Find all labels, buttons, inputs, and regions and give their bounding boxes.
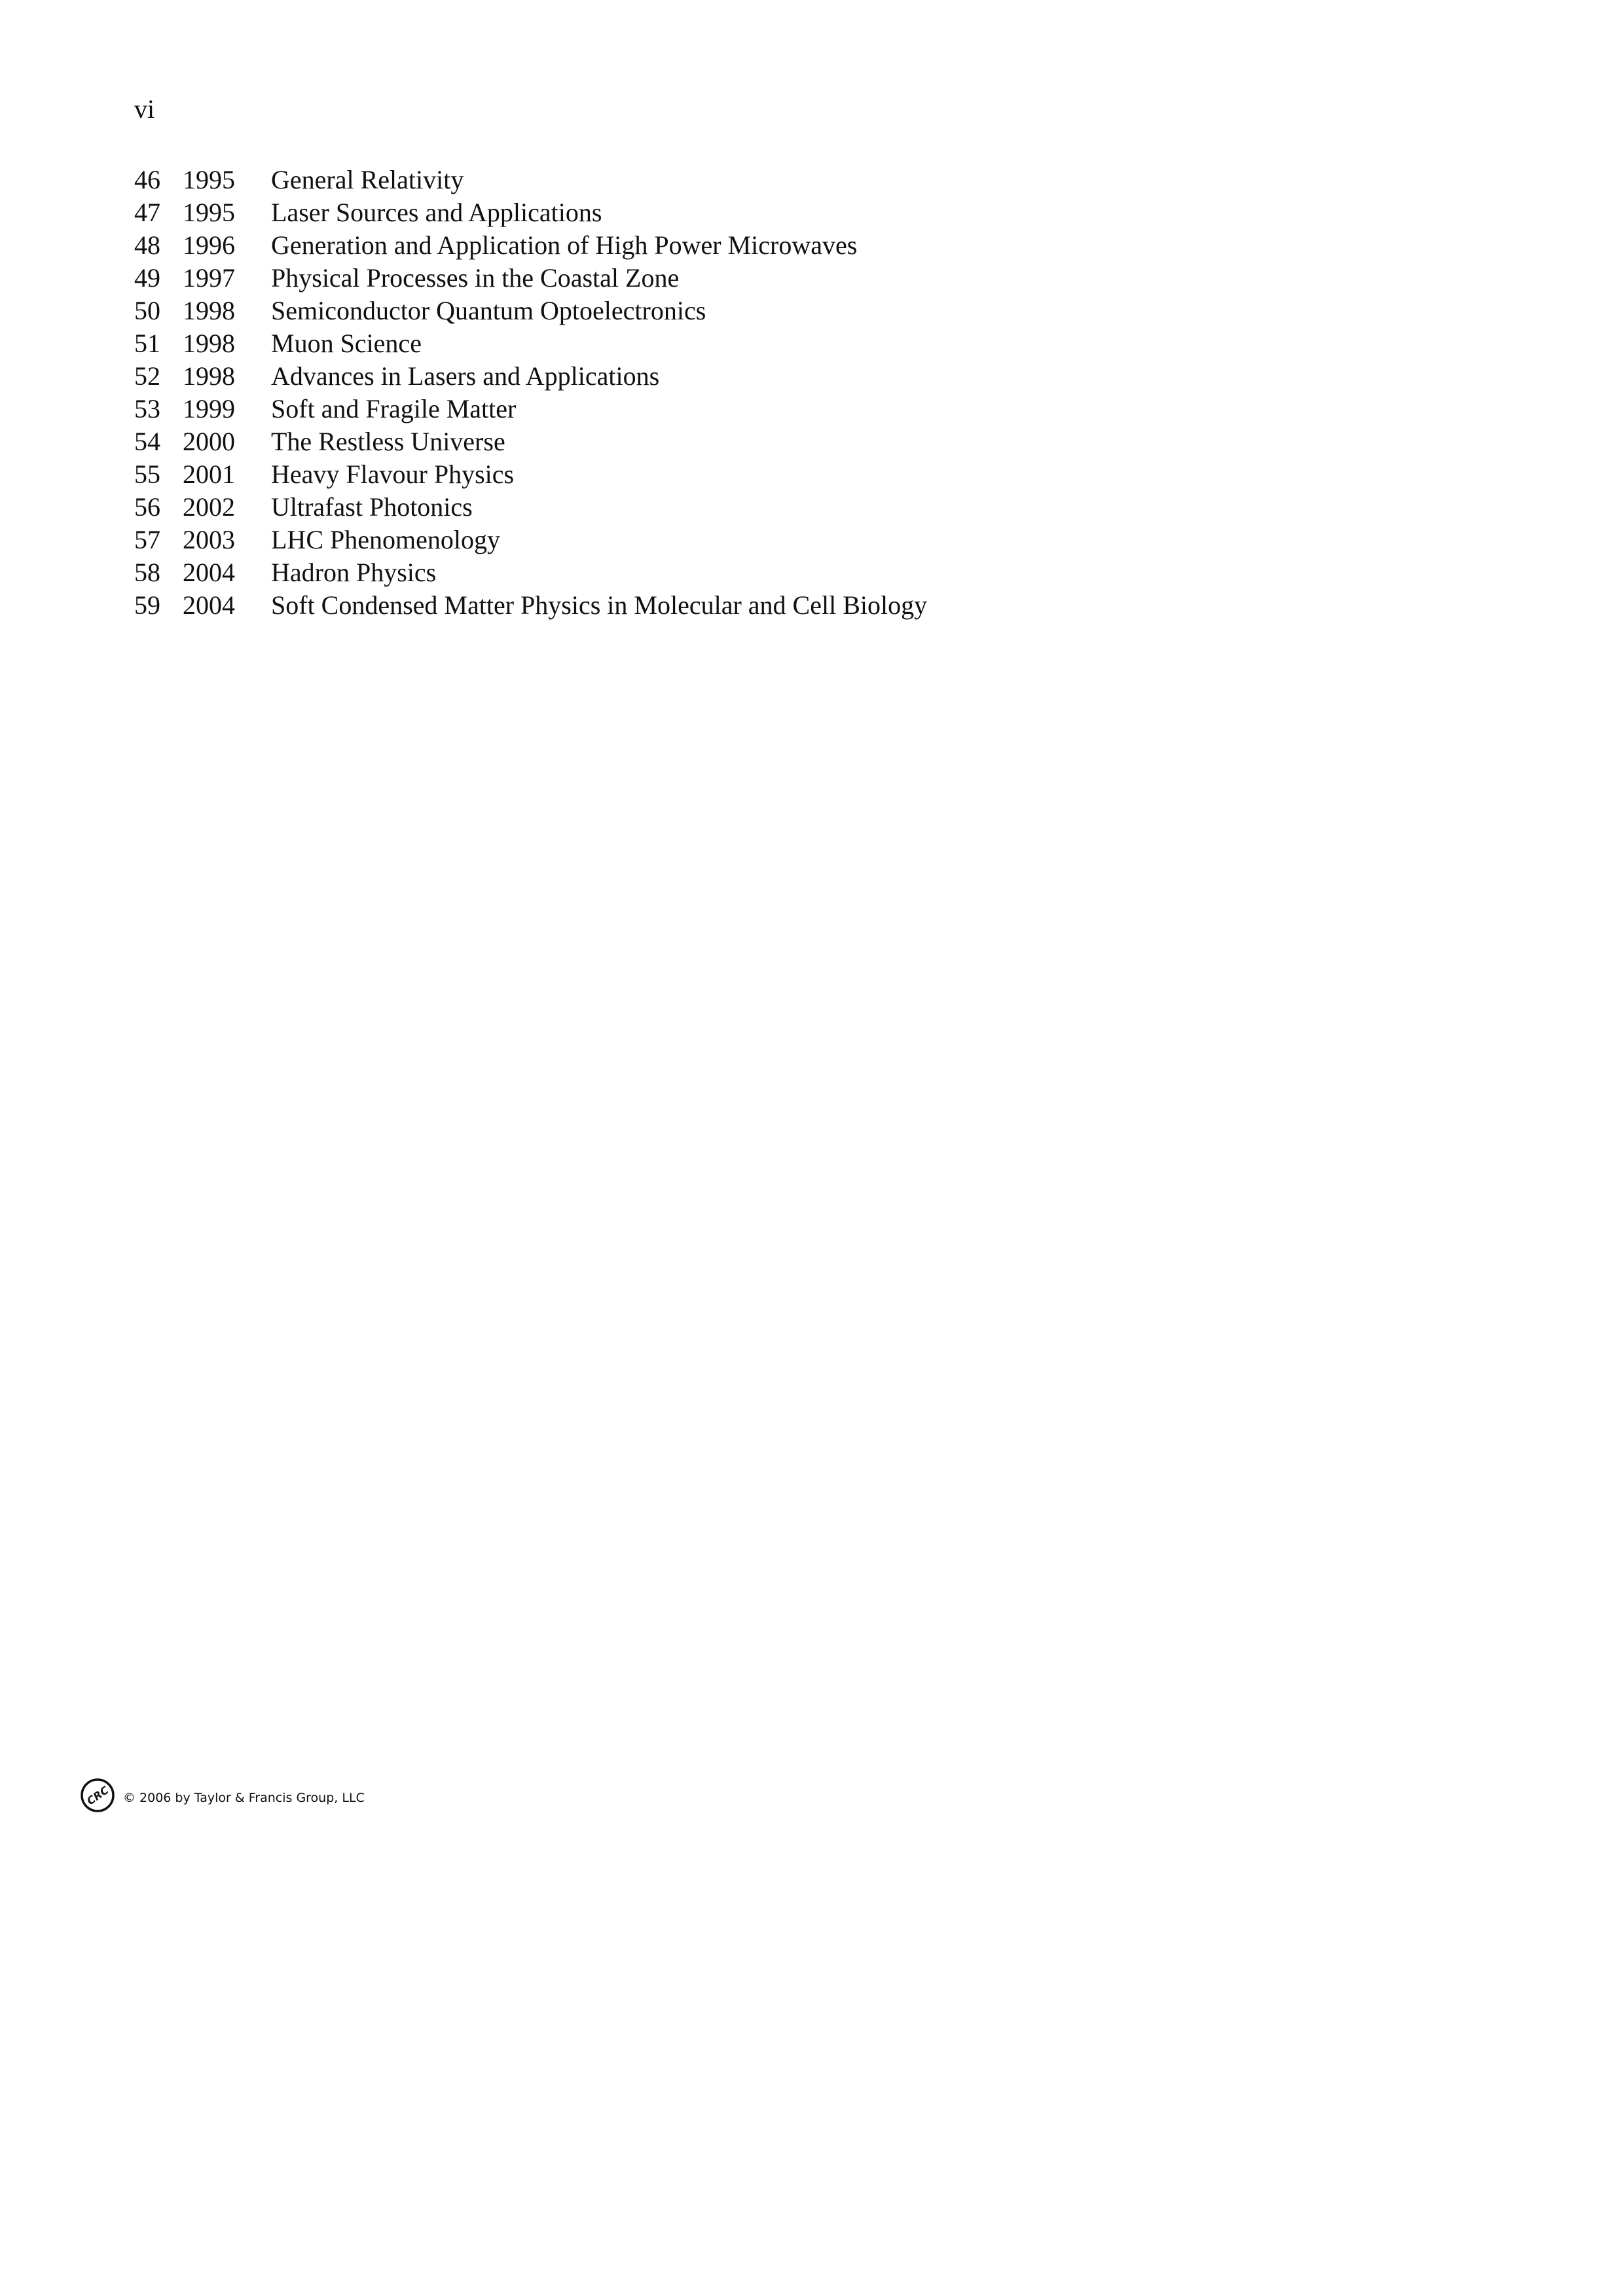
volume-number: 46 xyxy=(134,165,160,194)
volume-title: Physical Processes in the Coastal Zone xyxy=(271,263,680,293)
volume-title: Hadron Physics xyxy=(271,558,437,587)
list-item xyxy=(134,458,927,491)
volume-year: 2004 xyxy=(183,558,235,587)
volume-year: 1998 xyxy=(183,361,235,391)
volume-list xyxy=(134,164,927,622)
volume-number: 57 xyxy=(134,525,160,554)
volume-title: Muon Science xyxy=(271,329,422,358)
volume-year: 1999 xyxy=(183,394,235,423)
list-item xyxy=(134,425,927,458)
crc-logo-icon xyxy=(80,1778,115,1813)
list-item xyxy=(134,556,927,589)
volume-number: 53 xyxy=(134,394,160,423)
volume-number: 55 xyxy=(134,459,160,489)
list-item xyxy=(134,164,927,196)
list-item xyxy=(134,262,927,295)
volume-number: 50 xyxy=(134,296,160,325)
volume-year: 1996 xyxy=(183,230,235,260)
volume-number: 58 xyxy=(134,558,160,587)
list-item xyxy=(134,360,927,393)
volume-title: Generation and Application of High Power Microwaves xyxy=(271,230,858,260)
volume-title: Ultrafast Photonics xyxy=(271,492,473,522)
volume-title: Semiconductor Quantum Optoelectronics xyxy=(271,296,706,325)
list-item xyxy=(134,229,927,262)
volume-title: The Restless Universe xyxy=(271,427,505,456)
list-item xyxy=(134,196,927,229)
list-item xyxy=(134,524,927,556)
volume-year: 1998 xyxy=(183,329,235,358)
volume-number: 59 xyxy=(134,590,160,620)
volume-title: LHC Phenomenology xyxy=(271,525,500,554)
volume-title: Advances in Lasers and Applications xyxy=(271,361,660,391)
volume-year: 2003 xyxy=(183,525,235,554)
volume-year: 1997 xyxy=(183,263,235,293)
volume-number: 51 xyxy=(134,329,160,358)
page-number: vi xyxy=(134,94,155,124)
svg-text:CRC: CRC xyxy=(84,1784,111,1808)
volume-number: 54 xyxy=(134,427,160,456)
volume-year: 2004 xyxy=(183,590,235,620)
volume-year: 1995 xyxy=(183,198,235,227)
volume-year: 1998 xyxy=(183,296,235,325)
volume-number: 56 xyxy=(134,492,160,522)
volume-year: 2002 xyxy=(183,492,235,522)
volume-year: 1995 xyxy=(183,165,235,194)
list-item xyxy=(134,393,927,425)
volume-number: 49 xyxy=(134,263,160,293)
page-footer xyxy=(80,1778,365,1813)
copyright-notice: © 2006 by Taylor & Francis Group, LLC xyxy=(123,1791,365,1805)
volume-number: 52 xyxy=(134,361,160,391)
list-item xyxy=(134,295,927,327)
list-item xyxy=(134,491,927,524)
list-item xyxy=(134,327,927,360)
volume-year: 2000 xyxy=(183,427,235,456)
volume-title: Soft and Fragile Matter xyxy=(271,394,517,423)
volume-title: Laser Sources and Applications xyxy=(271,198,602,227)
volume-title: General Relativity xyxy=(271,165,464,194)
volume-year: 2001 xyxy=(183,459,235,489)
volume-title: Soft Condensed Matter Physics in Molecular and Cell Biology xyxy=(271,590,928,620)
volume-title: Heavy Flavour Physics xyxy=(271,459,515,489)
volume-number: 47 xyxy=(134,198,160,227)
volume-number: 48 xyxy=(134,230,160,260)
list-item xyxy=(134,589,927,622)
